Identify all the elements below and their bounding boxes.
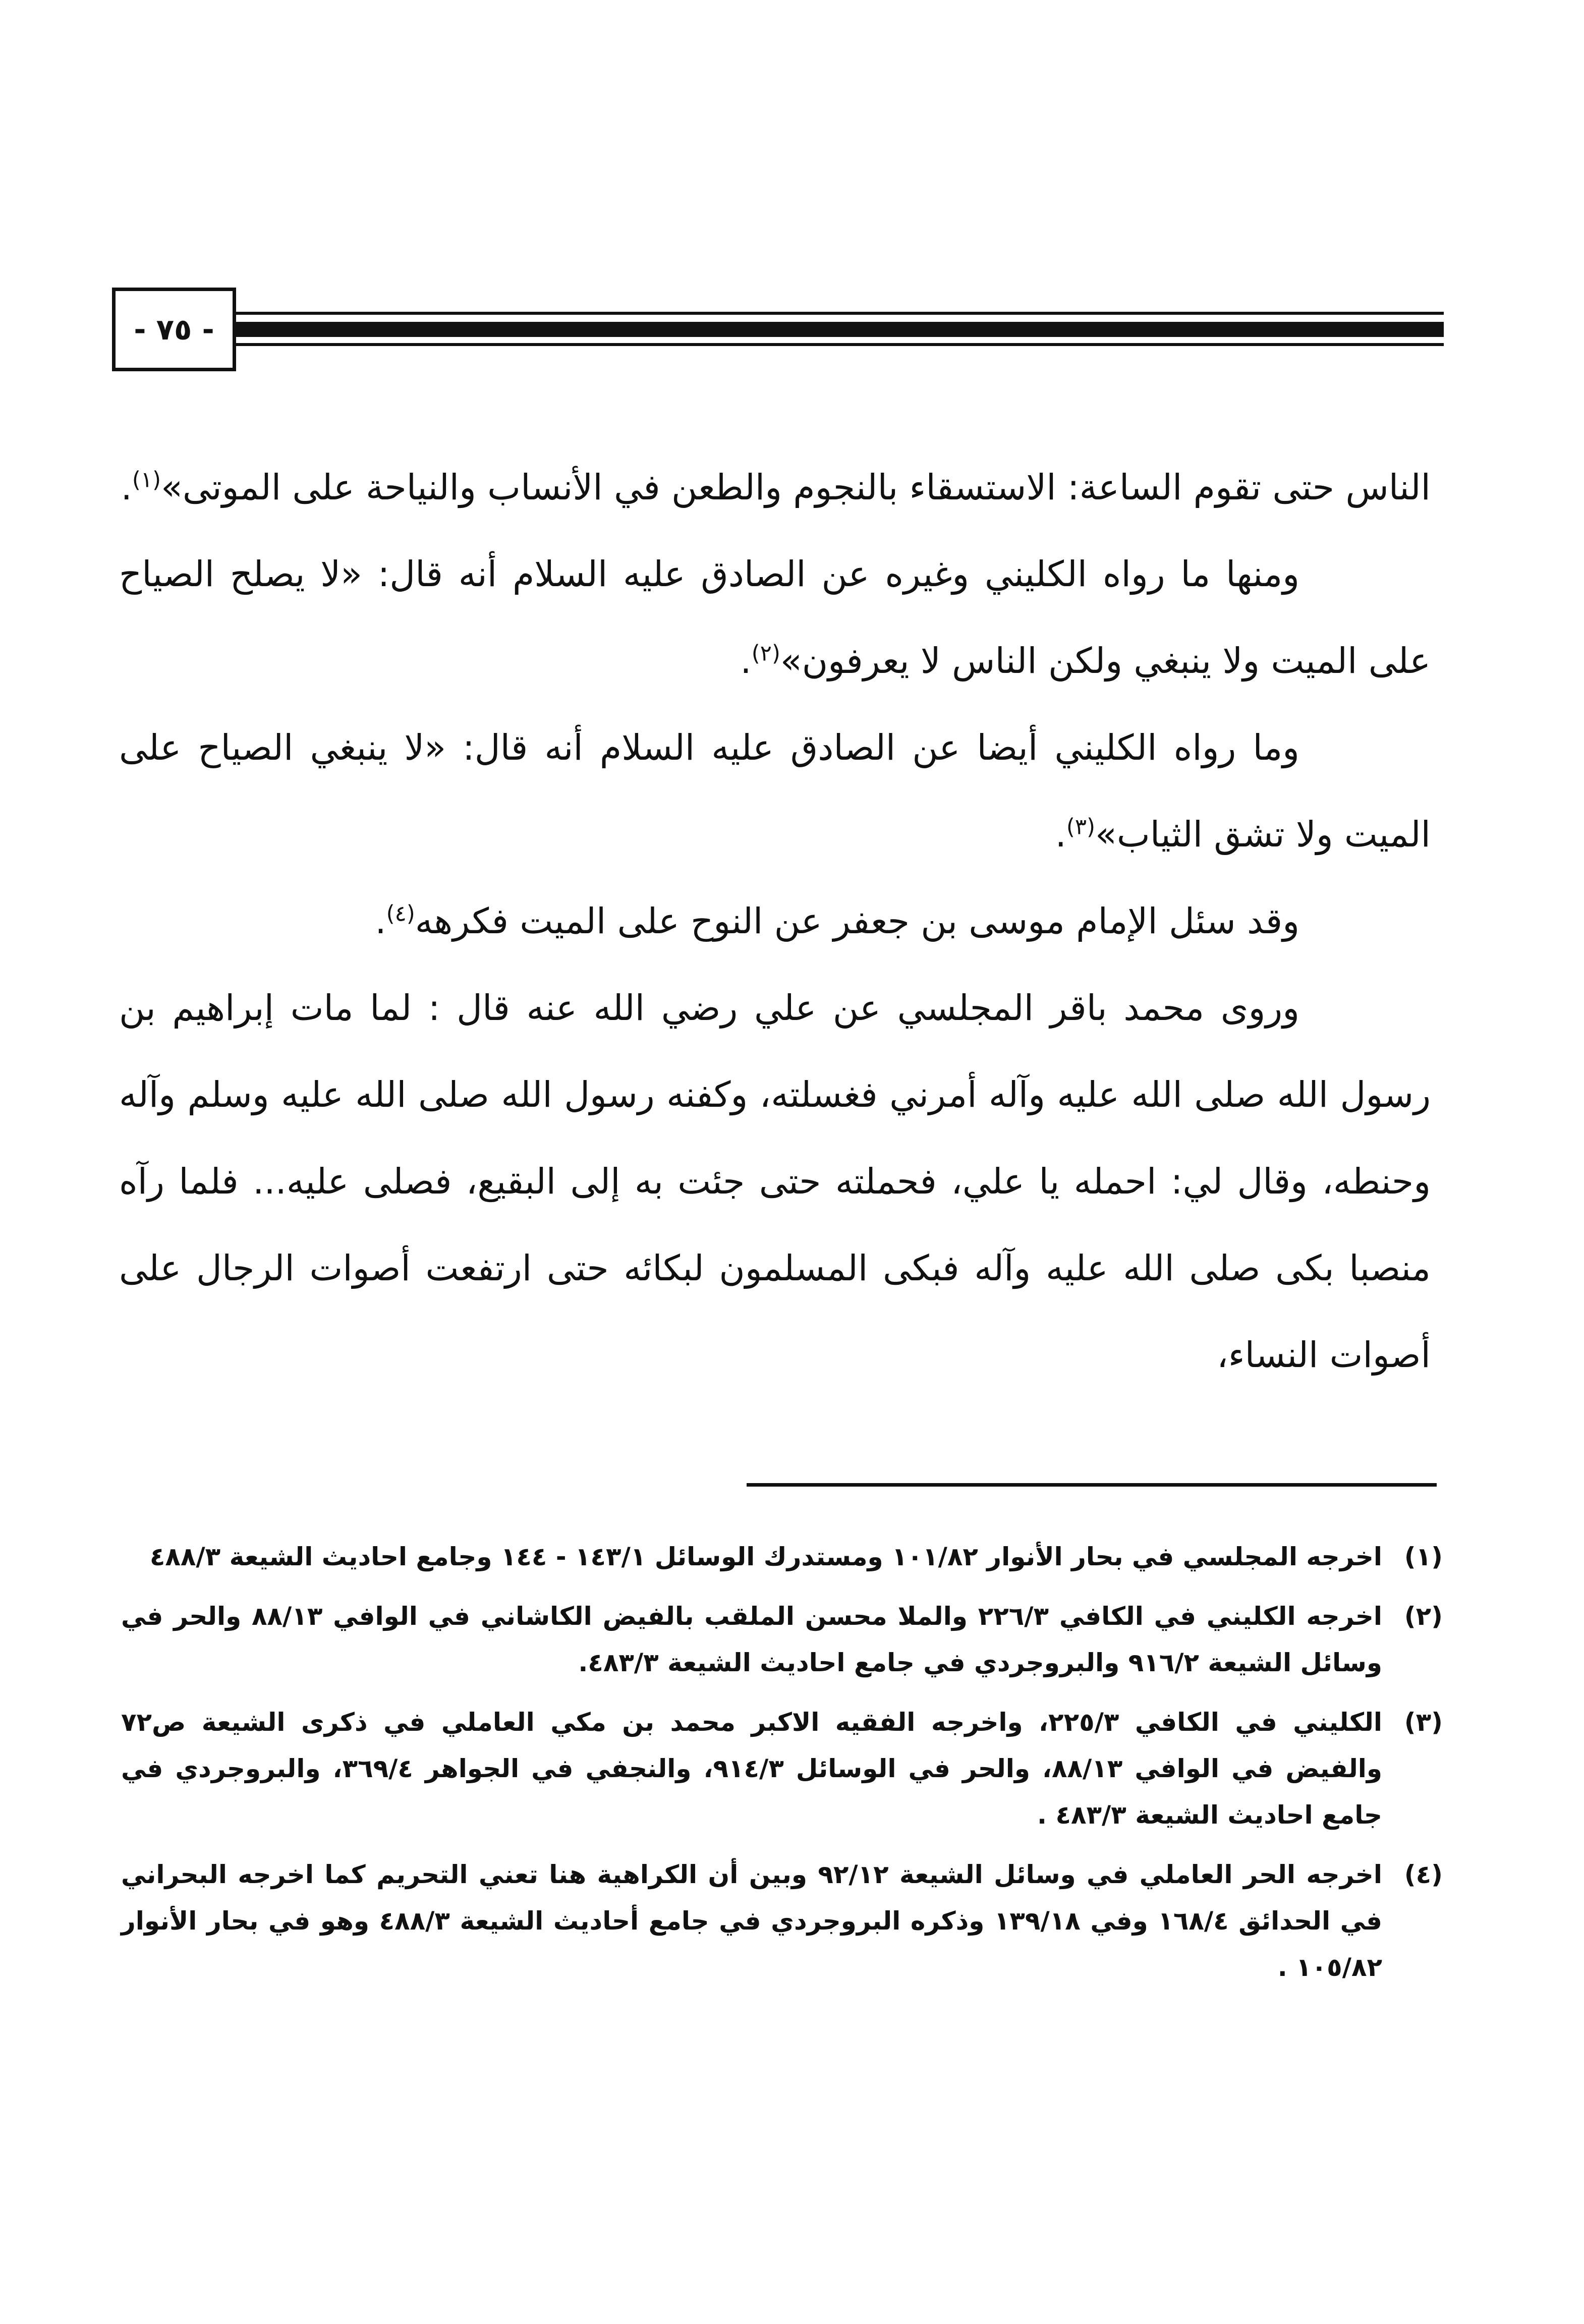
paragraph-5 (119, 965, 1431, 1398)
paragraph-1-text: الناس حتى تقوم الساعة: الاستسقاء بالنجوم والطعن في الأنساب والنياحة على الموتى» (161, 467, 1431, 508)
footnote-text: اخرجه المجلسي في بحار الأنوار ١٠١/٨٢ ومستدرك الوسائل ١٤٣/١ - ١٤٤ وجامع احاديث الشيعة ٤٨٨/٣ (149, 1542, 1382, 1571)
footnote-text: اخرجه الكليني في الكافي ٢٢٦/٣ والملا محسن الملقب بالفيض الكاشاني في الوافي ٨٨/١٣ والحر في وسائل الشيعة ٩١٦/٢ والبروجردي في جامع احاديث الشيعة ٤٨٣/٣. (121, 1602, 1382, 1677)
footnote-number: (١) (1404, 1542, 1443, 1571)
paragraph-5-text: وروى محمد باقر المجلسي عن علي رضي الله عنه قال : لما مات إبراهيم بن رسول الله صلى الله عليه وآله أمرني فغسلته، وكفنه رسول الله صلى الله عليه وسلم وآله وحنطه، وقال لي: احمله يا علي، فحملته حتى جئت به إلى البقيع، فصلى عليه... فلما رآه منصبا بكى صلى الله عليه وآله فبكى المسلمون لبكائه حتى ارتفعت أصوات الرجال على أصوات النساء، (119, 987, 1431, 1376)
footnote-3 (121, 1699, 1443, 1838)
footnote-ref-2: (٢) (751, 641, 780, 666)
footnote-text: الكليني في الكافي ٢٢٥/٣، واخرجه الفقيه الاكبر محمد بن مكي العاملي في ذكرى الشيعة ص٧٢ والفيض في الوافي ٨٨/١٣، والحر في الوسائل ٩١٤/٣، والنجفي في الجواهر ٣٦٩/٤، والبروجردي في جامع احاديث الشيعة ٤٨٣/٣ . (121, 1708, 1383, 1830)
body-text (119, 444, 1431, 1398)
footnote-text: اخرجه الحر العاملي في وسائل الشيعة ٩٢/١٢ وبين أن الكراهية هنا تعني التحريم كما اخرجه البحراني في الحدائق ١٦٨/٤ وفي ١٣٩/١٨ وذكره البروجردي في جامع أحاديث الشيعة ٤٨٨/٣ وهو في بحار الأنوار ١٠٥/٨٢ . (121, 1860, 1382, 1982)
paragraph-4-text: وقد سئل الإمام موسى بن جعفر عن النوح على الميت فكرهه (415, 900, 1299, 942)
header-rule-thin-bottom (236, 343, 1444, 346)
footnote-ref-4: (٤) (386, 901, 415, 927)
paragraph-1: الناس حتى تقوم الساعة: الاستسقاء بالنجوم والطعن في الأنساب والنياحة على الموتى»$^{(١)}$. (121, 467, 1431, 508)
paragraph-2-text: ومنها ما رواه الكليني وغيره عن الصادق عليه السلام أنه قال: «لا يصلح الصياح على الميت ولا ينبغي ولكن الناس لا يعرفون» (119, 553, 1431, 682)
footnote-ref-3: (٣) (1066, 814, 1096, 840)
paragraph-3-text: وما رواه الكليني أيضا عن الصادق عليه السلام أنه قال: «لا ينبغي الصياح على الميت ولا تشق الثياب» (119, 727, 1431, 855)
footnote-2 (121, 1593, 1443, 1686)
footnote-ref-1: (١) (132, 467, 161, 493)
footnote-number: (٤) (1404, 1860, 1443, 1889)
page-number: - ٧٥ - (112, 288, 236, 371)
paragraph-2: ومنها ما رواه الكليني وغيره عن الصادق عليه السلام أنه قال: «لا يصلح الصياح على الميت ولا ينبغي ولكن الناس لا يعرفون»$^{(٢)}$. (119, 553, 1431, 682)
header-rule (236, 312, 1444, 346)
header-rule-thick (236, 322, 1444, 337)
footnotes (121, 1534, 1443, 2004)
footnote-1 (121, 1534, 1443, 1580)
header-rule-thin-top (236, 312, 1444, 315)
footnote-separator (747, 1483, 1437, 1487)
paragraph-4: وقد سئل الإمام موسى بن جعفر عن النوح على الميت فكرهه$^{(٤)}$. (375, 900, 1299, 942)
footnote-number: (٢) (1404, 1602, 1443, 1631)
paragraph-3: وما رواه الكليني أيضا عن الصادق عليه السلام أنه قال: «لا ينبغي الصياح على الميت ولا تشق الثياب»$^{(٣)}$. (119, 727, 1431, 855)
footnote-4 (121, 1851, 1443, 1991)
footnote-number: (٣) (1404, 1708, 1443, 1737)
page-header (112, 288, 1444, 378)
